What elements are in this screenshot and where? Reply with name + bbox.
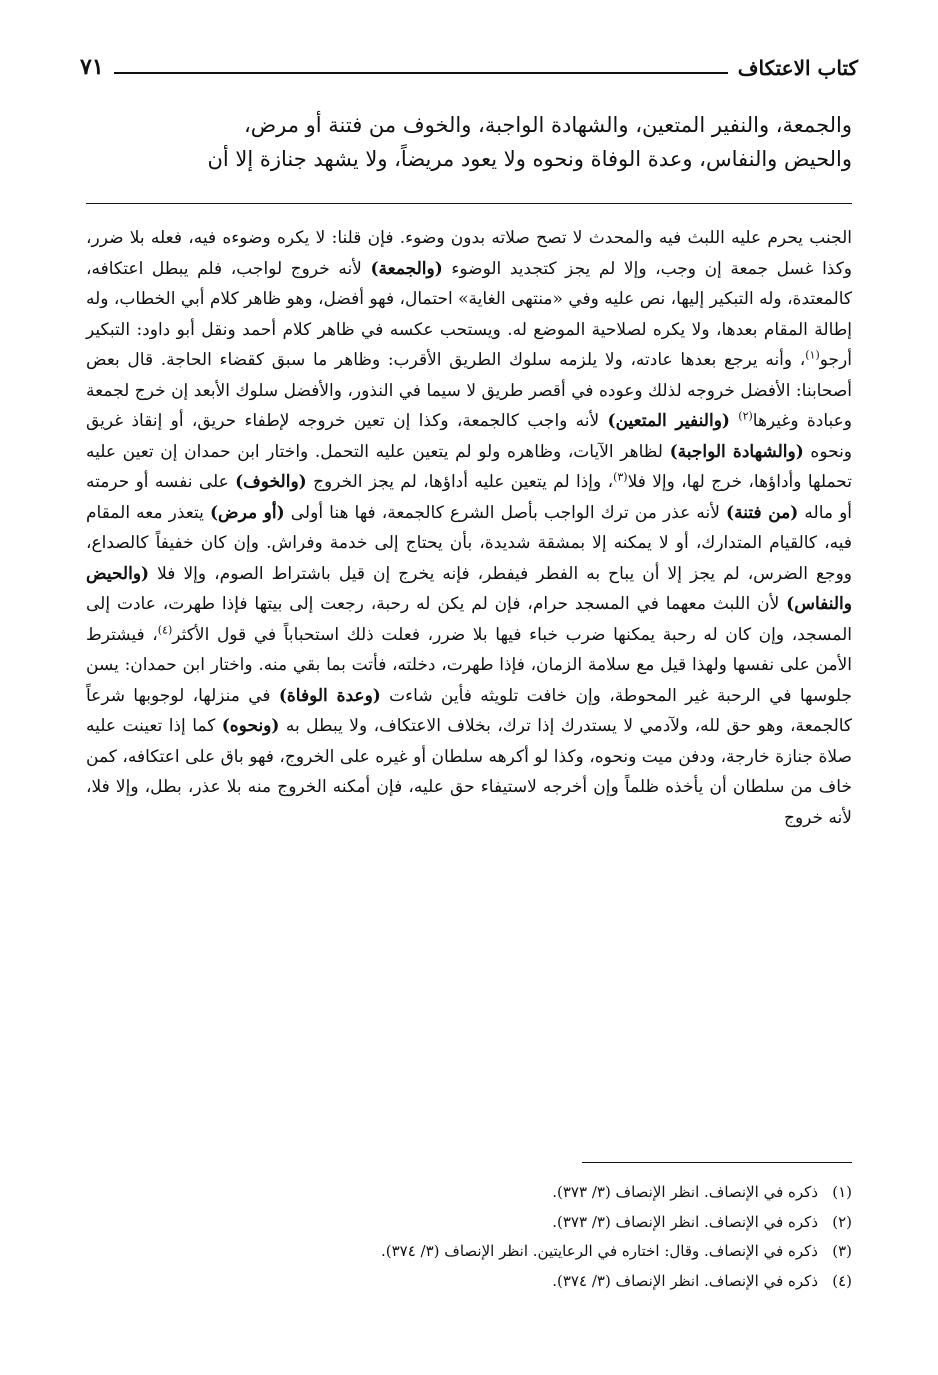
bold-term: (وعدة الوفاة) bbox=[278, 685, 381, 706]
commentary-segment: ، فيشترط الأمن على نفسها ولهذا قيل مع سلامة الزمان، فإذا طهرت، دخلته، فأتت بما بقي منه. واختار ابن حمدان: يسن جلوسها في الرحبة غير المحوطة، وإن خافت تلويثه فأين شاءت bbox=[86, 624, 853, 706]
main-text-line: والجمعة، والنفير المتعين، والشهادة الواجبة، والخوف من فتنة أو مرض، bbox=[243, 113, 852, 137]
commentary-segment: يتعذر معه المقام فيه، كالقيام المتدارك، أو لا يمكنه إلا بمشقة شديدة، بأن يحتاج إلى خدمة وفراش. وإن كان خفيفاً كالصداع، ووجع الضرس، لم يجز إلا أن يباح به الفطر فيفطر، فإنه يخرج إن قيل باشتراط الصوم، وإلا فلا bbox=[86, 502, 852, 584]
commentary-segment: الجنب يحرم عليه اللبث فيه والمحدث لا تصح صلاته بدون وضوء. فإن قلنا: لا يكره وضوءه فيه، فعله بلا ضرر، وكذا غسل جمعة إن وجب، وإلا لم يجز كتجديد الوضوء bbox=[86, 228, 853, 279]
commentary-segment: لأنه خروج لواجب، فلم يبطل اعتكافه، كالمعتدة، وله التبكير إليها، نص عليه وفي «منتهى الغاية» احتمال، فهو أفضل، وهو ظاهر كلام أبي الخطاب، وله إطالة المقام بعدها، ولا يكره لصلاحية الموضع له. ويستحب عكسه في ظاهر كلام أحمد ونقل أبو داود: التبكير أرجو bbox=[86, 258, 852, 370]
footnote-ref[interactable]: (٣) bbox=[613, 470, 628, 484]
footnote-number: (١) bbox=[832, 1183, 852, 1201]
running-title: كتاب الاعتكاف bbox=[737, 56, 858, 80]
commentary-text bbox=[86, 223, 852, 833]
bold-term: (والحيض والنفاس) bbox=[86, 563, 852, 614]
commentary-segment: لأنه واجب كالجمعة، وكذا إن تعين خروجه لإطفاء حريق، أو إنقاذ غريق ونحوه bbox=[86, 411, 853, 462]
footnote-number: (٤) bbox=[832, 1271, 852, 1290]
footnote-ref[interactable]: (٤) bbox=[157, 622, 173, 636]
bold-term: (والنفير المتعين) bbox=[607, 411, 730, 431]
footnote-number: (٢) bbox=[832, 1212, 852, 1231]
footnote-divider bbox=[582, 1162, 852, 1163]
bold-term: (والشهادة الواجبة) bbox=[669, 441, 804, 462]
footnote-item bbox=[86, 1178, 852, 1208]
footnote-item bbox=[86, 1208, 852, 1238]
bold-term: (أو مرض) bbox=[209, 502, 285, 523]
footnote-text: ذكره في الإنصاف. وقال: اختاره في الرعايتين. انظر الإنصاف (٣/ ٣٧٤). bbox=[380, 1242, 818, 1260]
footnote-text: ذكره في الإنصاف. انظر الإنصاف (٣/ ٣٧٣). bbox=[552, 1183, 818, 1201]
footnote-number: (٣) bbox=[832, 1242, 852, 1260]
commentary-segment: في منزلها، لوجوبها شرعاً كالجمعة، وهو حق لله، ولآدمي لا يستدرك إذا ترك، بخلاف الاعتكاف، ولا يبطل به bbox=[86, 685, 853, 736]
bold-term: (ونحوه) bbox=[221, 716, 280, 736]
commentary-segment: لظاهر الآيات، وظاهره ولو لم يتعين عليه التحمل. واختار ابن حمدان إن تعين عليه تحملها وأداؤها، خرج لها، وإلا فلا bbox=[86, 441, 853, 492]
footnote-text: ذكره في الإنصاف. انظر الإنصاف (٣/ ٣٧٤). bbox=[552, 1271, 818, 1290]
bold-term: (والخوف) bbox=[235, 472, 307, 492]
page-number: ٧١ bbox=[80, 54, 104, 80]
bold-term: (والجمعة) bbox=[370, 258, 443, 279]
bold-term: (من فتنة) bbox=[726, 502, 799, 523]
footnote-item bbox=[86, 1237, 852, 1267]
commentary-paragraph bbox=[86, 223, 852, 833]
footnote-ref[interactable]: (١) bbox=[805, 348, 820, 362]
footnote-text: ذكره في الإنصاف. انظر الإنصاف (٣/ ٣٧٣). bbox=[552, 1212, 818, 1231]
header-rule bbox=[114, 72, 728, 74]
commentary-segment: ، وإذا لم يتعين عليه أداؤها، لم يجز الخروج bbox=[313, 472, 614, 492]
commentary-segment: لأن اللبث معهما في المسجد حرام، فإن لم يكن له رحبة، رجعت إلى بيتها فإذا طهرت، عادت إلى المسجد، وإن كان له رحبة يمكنها ضرب خباء فيها بلا ضرر، فعلت ذلك استحباباً في قول الأكثر bbox=[86, 594, 853, 645]
commentary-segment: كما إذا تعينت عليه صلاة جنازة خارجة، ودفن ميت ونحوه، وكذا لو أكرهه سلطان أو غيره على الخروج، فهو باق على اعتكافه، كمن خاف من سلطان أن يأخذه ظلماً وإن أخرجه لاستيفاء حق عليه، فإن أمكنه الخروج منه بلا عذر، بطل، وإلا فلا، لأنه خروج bbox=[86, 716, 852, 828]
footnotes bbox=[86, 1178, 852, 1296]
main-text bbox=[86, 108, 852, 176]
footnote-item bbox=[86, 1267, 852, 1297]
footnote-ref[interactable]: (٢) bbox=[738, 409, 753, 423]
page-header bbox=[80, 48, 858, 80]
main-text-line: والحيض والنفاس، وعدة الوفاة ونحوه ولا يعود مريضاً، ولا يشهد جنازة إلا أن bbox=[207, 147, 852, 171]
commentary-segment: ، وأنه يرجع بعدها عادته، ولا يلزمه سلوك الطريق الأقرب: وظاهر ما سبق كقضاء الحاجة. قال بعض أصحابنا: الأفضل خروجه لذلك وعوده في أقصر طريق لا سيما في النذور، والأفضل سلوك الأبعد إن خرج لجمعة وعبادة وغيرها bbox=[86, 350, 852, 431]
section-divider bbox=[86, 203, 852, 204]
commentary-segment: لأنه عذر من ترك الواجب بأصل الشرع كالجمعة، فها هنا أولى bbox=[290, 502, 720, 523]
commentary-segment: على نفسه أو حرمته أو ماله bbox=[86, 472, 853, 523]
